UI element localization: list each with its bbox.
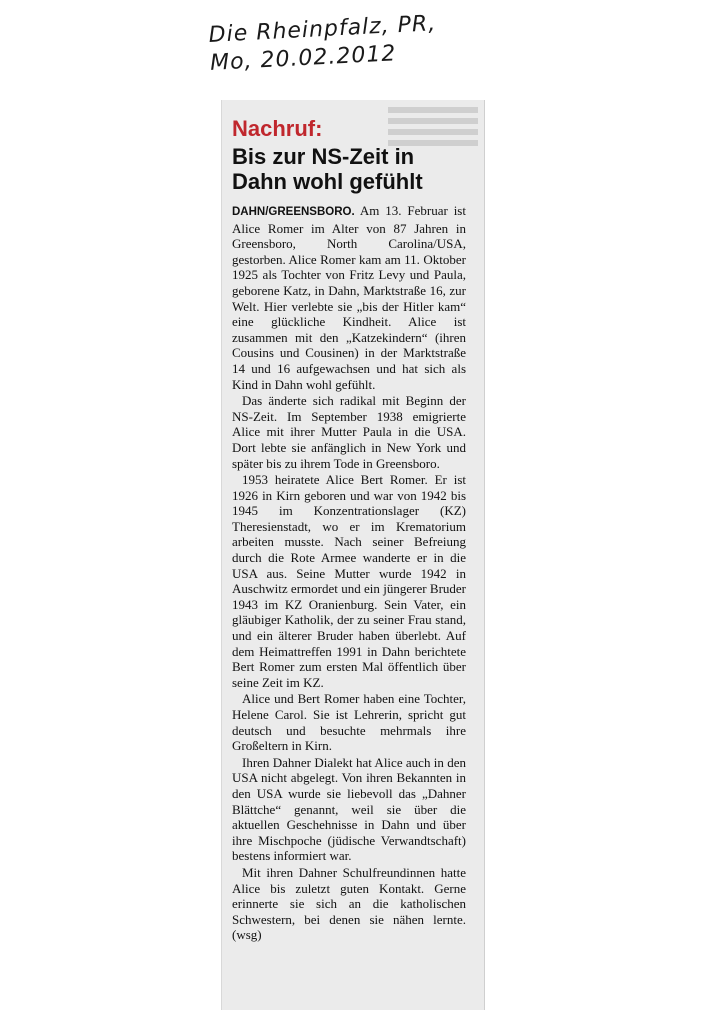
article-paragraph: Alice und Bert Romer haben eine Tochter, Helene Carol. Sie ist Lehrerin, spricht gut deutsch und besuchte mehrmals ihre Großeltern in Kirn. xyxy=(232,691,466,754)
paragraph-text: Am 13. Februar ist Alice Romer im Alter von 87 Jahren in Greensboro, North Carolina/USA, gestorben. Alice Romer kam am 11. Oktober 1925 als Tochter von Fritz Levy und Paula, geborene Katz, in Dahn, Marktstraße 16, zur Welt. Hier verlebte sie „bis der Hitler kam“ eine glückliche Kindheit. Alice ist zusammen mit den „Katzekindern“ (ihren Cousins und Cousinen) in der Marktstraße 14 und 16 aufgewachsen und hat sich als Kind in Dahn wohl gefühlt. xyxy=(232,203,466,392)
headline-line: Bis zur NS-Zeit in xyxy=(232,144,415,169)
headline-line: Dahn wohl gefühlt xyxy=(232,169,423,194)
article-paragraph: Mit ihren Dahner Schulfreundinnen hatte Alice bis zuletzt guten Kontakt. Gerne erinnerte sie sich an die katholischen Schwestern, bei denen sie nähen lernte. (wsg) xyxy=(232,864,466,943)
article-paragraph: Das änderte sich radikal mit Beginn der NS-Zeit. Im September 1938 emigrierte Alice mit ihrer Mutter Paula in die USA. Dort lebte sie anfänglich in New York und später bis zu ihrem Tode in Greensboro. xyxy=(232,393,466,471)
article xyxy=(232,116,466,943)
handwritten-source-note xyxy=(208,8,471,78)
article-paragraph xyxy=(232,203,466,392)
article-paragraph: 1953 heiratete Alice Bert Romer. Er ist 1926 in Kirn geboren und war von 1942 bis 1945 im Konzentrationslager (KZ) Theresienstadt, wo er im Krematorium arbeiten musste. Nach seiner Befreiung durch die Rote Armee wanderte er in die USA aus. Seine Mutter wurde 1942 in Auschwitz ermordet und ein jüngerer Bruder 1943 im KZ Oranienburg. Sein Vater, ein gläubiger Katholik, der zu seiner Frau stand, und ein älterer Bruder haben überlebt. Auf dem Heimattreffen 1991 in Dahn berichtete Bert Romer zum ersten Mal öffentlich über seine Zeit im KZ. xyxy=(232,472,466,690)
article-kicker: Nachruf: xyxy=(232,116,323,141)
article-paragraph: Ihren Dahner Dialekt hat Alice auch in den USA nicht abgelegt. Von ihren Bekannten in den USA wurde sie liebevoll das „Dahner Blättche“ genannt, weil sie über die aktuellen Geschehnisse in Dahn und über ihre Mischpoche (jüdische Verwandtschaft) bestens informiert war. xyxy=(232,754,466,864)
handwritten-note-line-2: Mo, 20.02.2012 xyxy=(209,41,397,76)
article-headline xyxy=(232,144,466,194)
article-dateline: DAHN/GREENSBORO. xyxy=(232,206,355,218)
newspaper-clipping xyxy=(222,100,484,1010)
handwritten-note-line-1: Die Rheinpfalz, PR, xyxy=(208,11,437,48)
